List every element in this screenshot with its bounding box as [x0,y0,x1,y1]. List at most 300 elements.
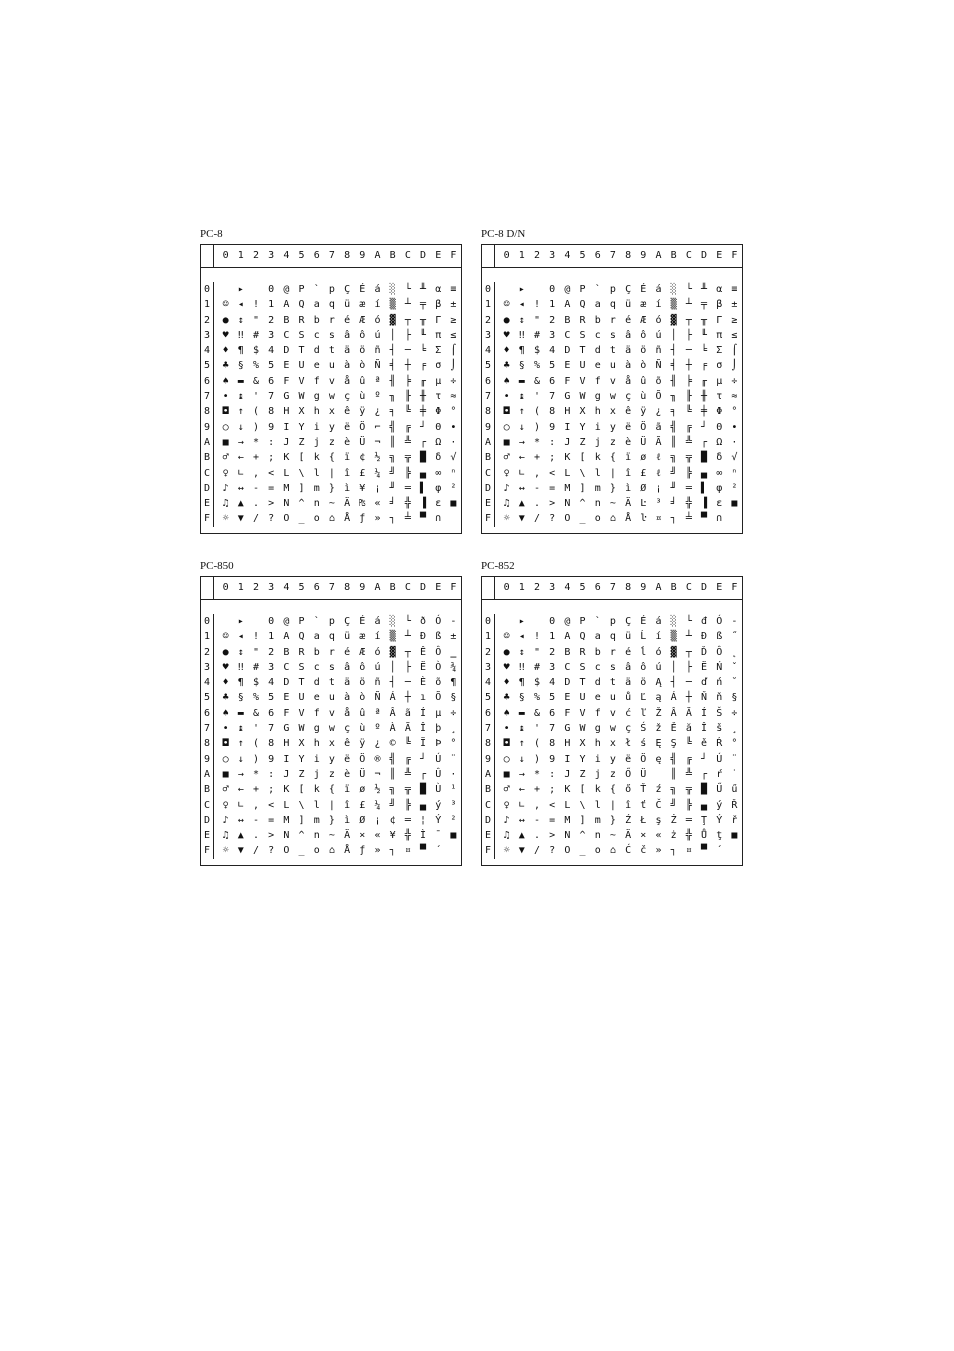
character-cell: Ň [701,692,708,704]
character-cell: Z [579,768,586,780]
character-cell: ♥ [222,329,229,341]
character-cell: ÷ [450,375,457,387]
character-cell: | [609,799,616,811]
row-label: C [203,799,211,811]
character-cell: Ő [625,768,632,780]
character-cell: Æ [359,314,366,326]
character-cell: f [313,375,320,387]
character-cell: A [564,299,571,311]
character-cell: S [298,329,305,341]
character-cell: ² [450,482,457,494]
column-header: 1 [518,250,525,261]
character-cell: Ú [435,753,442,765]
character-cell: Ľ [640,692,647,704]
character-cell: ╙ [701,329,708,341]
character-cell: 9 [268,753,275,765]
character-cell: ■ [731,830,738,842]
character-cell: Æ [359,646,366,658]
character-cell: B [283,646,290,658]
character-cell: Z [579,436,586,448]
character-cell: § [518,692,525,704]
character-cell: ▓ [389,314,396,326]
character-cell: ⌂ [609,513,616,525]
character-cell: ├ [685,661,692,673]
character-cell: î [344,467,351,479]
character-cell: k [313,784,320,796]
character-cell: ∞ [716,467,723,479]
character-cell: D [283,345,290,357]
character-cell: è [625,436,632,448]
character-cell: č [640,845,647,857]
character-cell [446,843,461,858]
character-cell: ö [359,345,366,357]
character-cell: ý [716,799,723,811]
character-cell: 6 [268,707,275,719]
character-cell: Ť [640,784,647,796]
table-row [499,420,742,435]
character-cell: c [313,661,320,673]
character-cell: ▄ [420,799,427,811]
character-cell: B [564,314,571,326]
character-cell: { [609,452,616,464]
character-cell: ▲ [237,830,244,842]
column-header: 3 [268,250,275,261]
character-cell: ª [374,375,381,387]
character-cell: ↔ [237,814,244,826]
row-label: 9 [484,421,492,433]
character-cell: n [313,498,320,510]
character-cell: ś [640,738,647,750]
table-row [499,496,742,511]
character-cell: & [252,707,259,719]
character-cell: I [283,421,290,433]
column-header: E [435,582,442,593]
character-cell: Ú [716,753,723,765]
table-row [218,389,461,404]
table-row [499,343,742,358]
table-row [218,358,461,373]
character-cell: ± [731,299,738,311]
character-cell: Ê [420,646,427,658]
character-cell: Q [579,631,586,643]
character-cell: Ñ [374,692,381,704]
character-cell: ♀ [503,799,510,811]
character-cell: q [328,299,335,311]
character-cell: ■ [222,768,229,780]
character-cell: M [283,482,290,494]
character-cell: 8 [268,406,275,418]
character-cell: ♫ [503,498,510,510]
table-row [218,374,461,389]
character-cell: ╟ [685,391,692,403]
character-cell: c [594,661,601,673]
character-cell: x [609,738,616,750]
character-cell: G [564,391,571,403]
charset-title: PC-8 [200,228,223,240]
character-cell: á [374,616,381,627]
character-cell: [ [298,784,305,796]
character-cell: | [328,799,335,811]
character-cell: Ë [701,661,708,673]
charset-title: PC-8 D/N [481,228,526,240]
character-cell: ¢ [359,452,366,464]
character-cell: ↑ [518,738,525,750]
character-cell: ¶ [237,345,244,357]
character-cell: { [328,452,335,464]
character-cell: Ç [344,284,351,295]
row-label: 1 [484,299,492,311]
character-cell: O [283,513,290,525]
character-cell: ě [701,738,708,750]
character-cell: ř [731,814,738,826]
column-header: D [701,582,708,593]
character-cell: < [549,799,556,811]
column-header: 7 [328,582,335,593]
row-label: 8 [484,738,492,750]
character-cell: p [328,616,335,627]
character-cell: ╜ [389,482,396,494]
character-cell: Ď [701,646,708,658]
row-label: 7 [484,391,492,403]
character-cell: ┌ [420,436,427,448]
character-cell: ▒ [670,631,677,643]
character-cell: Y [298,753,305,765]
character-cell: § [731,692,738,704]
character-cell: ░ [389,616,396,627]
column-header: E [716,582,723,593]
character-cell: s [609,661,616,673]
character-cell: ˛ [731,646,738,658]
character-cell: w [328,391,335,403]
character-cell: ♠ [222,375,229,387]
column-header: A [374,250,381,261]
character-cell: ↑ [518,406,525,418]
charset-pc8-dn [481,228,741,534]
character-cell: ▒ [670,299,677,311]
table-row [218,767,461,782]
character-cell: T [298,677,305,689]
character-cell: g [313,391,320,403]
character-cell: ▓ [389,646,396,658]
character-cell: ú [374,661,381,673]
character-cell: T [298,345,305,357]
character-cell: G [564,723,571,735]
character-cell: § [450,692,457,704]
charset-pc852 [481,560,741,866]
character-cell: í [374,299,381,311]
character-cell: ┘ [701,421,708,433]
character-cell: ♥ [503,329,510,341]
character-cell: ▀ [420,845,427,857]
character-cell: Ö [640,753,647,765]
character-cell: , [252,799,259,811]
character-cell: Õ [655,391,662,403]
character-cell: o [313,513,320,525]
character-cell: ♫ [222,830,229,842]
column-header: 4 [564,250,571,261]
column-header: 5 [298,582,305,593]
character-cell: ˇ [731,661,738,673]
character-cell: ○ [222,753,229,765]
character-cell: ≡ [731,284,738,295]
row-label: 4 [484,345,492,357]
character-cell: ╩ [404,436,411,448]
character-cell: ▬ [518,375,525,387]
character-cell: é [344,314,351,326]
character-cell: h [313,738,320,750]
character-cell: 9 [549,421,556,433]
character-cell: + [252,452,259,464]
character-cell: @ [564,284,571,295]
character-cell: Ź [625,814,632,826]
character-cell: ╤ [701,299,708,311]
character-cell: ´ [435,845,442,857]
row-label: 2 [484,646,492,658]
character-cell: ş [655,814,662,826]
character-cell: ¤ [685,845,692,857]
table-body [482,268,742,533]
character-cell: Θ [435,421,442,433]
character-cell: o [594,513,601,525]
character-cell: ÷ [450,707,457,719]
character-cell: ◘ [222,738,229,750]
row-label: D [484,482,492,494]
character-cell: { [328,784,335,796]
character-cell [651,767,666,782]
character-cell: ♫ [222,498,229,510]
character-cell: ↔ [518,814,525,826]
table-row [218,481,461,496]
character-cell: ö [640,345,647,357]
character-cell: ¼ [374,467,381,479]
character-cell: ˝ [731,631,738,643]
character-cell: ┐ [670,513,677,525]
character-cell: 1 [549,299,556,311]
character-cell: Ç [344,616,351,627]
character-cell: π [435,329,442,341]
character-cell: ↨ [518,391,525,403]
character-cell: Q [298,631,305,643]
character-cell: _ [298,513,305,525]
character-cell: ² [450,814,457,826]
character-cell: s [609,329,616,341]
character-cell: à [625,360,632,372]
character-cell: à [344,692,351,704]
character-cell: ♀ [222,467,229,479]
character-cell: a [313,299,320,311]
column-header: 0 [222,582,229,593]
character-cell: í [655,631,662,643]
character-cell: ‼ [518,329,525,341]
character-cell: H [564,406,571,418]
character-cell: C [283,329,290,341]
character-cell: ° [731,738,738,750]
table-row [218,660,461,675]
character-cell: ↨ [237,391,244,403]
character-cell: & [533,707,540,719]
row-label: 0 [203,284,211,295]
column-header: C [404,582,411,593]
character-cell: ╠ [404,467,411,479]
character-cell: } [609,482,616,494]
character-cell: n [313,830,320,842]
character-cell: = [549,814,556,826]
character-cell: · [731,436,738,448]
column-header-row [482,577,742,600]
character-cell: ⁿ [450,467,457,479]
character-cell: r [609,314,616,326]
character-cell: ╪ [701,406,708,418]
character-cell: ║ [389,768,396,780]
character-cell: ▼ [518,513,525,525]
character-cell: ┐ [389,845,396,857]
character-cell: f [313,707,320,719]
character-cell: ┤ [670,677,677,689]
character-cell: U [298,692,305,704]
table-row [499,511,742,526]
character-cell: ó [655,646,662,658]
row-label: 7 [203,391,211,403]
table-row [218,614,461,629]
character-cell: Æ [640,314,647,326]
character-cell: ∙ [450,421,457,433]
character-cell: æ [359,631,366,643]
character-cell: É [359,284,366,295]
character-cell: l [313,467,320,479]
character-cell: H [283,406,290,418]
character-cell: ♂ [503,452,510,464]
character-cell: ╝ [389,799,396,811]
character-cell: É [359,616,366,627]
character-cell: Ö [640,421,647,433]
character-cell: 4 [268,677,275,689]
character-cell: ć [625,707,632,719]
character-cell: π [716,329,723,341]
table-row [218,782,461,797]
column-header: 7 [609,582,616,593]
character-cell: ¡ [374,482,381,494]
character-cell: ÿ [640,406,647,418]
character-cell: ¶ [237,677,244,689]
table-row [499,358,742,373]
character-cell: ┤ [389,677,396,689]
column-header: F [731,582,738,593]
character-cell: > [268,830,275,842]
character-cell: å [625,375,632,387]
character-cell: \ [298,799,305,811]
character-cell: ľ [640,707,647,719]
row-label: 3 [203,329,211,341]
character-cell: ← [237,784,244,796]
column-header: 6 [313,582,320,593]
character-cell: Č [655,799,662,811]
character-cell: a [313,631,320,643]
character-cell: ╠ [685,799,692,811]
character-cell: ▲ [237,498,244,510]
table-row [499,782,742,797]
character-cell: ë [625,421,632,433]
column-header: D [420,250,427,261]
column-header: B [670,250,677,261]
character-cell: ╠ [404,799,411,811]
character-cell: Ł [640,814,647,826]
character-cell: ¶ [518,345,525,357]
character-cell: t [328,345,335,357]
character-cell: ê [625,406,632,418]
character-cell: ë [625,753,632,765]
character-cell: ♥ [503,661,510,673]
character-cell: Ø [640,482,647,494]
character-cell: ┴ [404,299,411,311]
character-cell: ↕ [237,646,244,658]
character-cell: ♣ [503,360,510,372]
character-cell: ^ [579,498,586,510]
character-cell: ╜ [670,482,677,494]
character-cell: R [579,646,586,658]
character-cell: Ż [670,814,677,826]
character-cell: I [283,753,290,765]
character-cell: S [579,329,586,341]
character-cell [248,614,263,629]
character-cell: ☺ [222,299,229,311]
charset-table [481,576,743,866]
character-cell: ╚ [404,738,411,750]
character-cell: ú [655,661,662,673]
character-cell: ♦ [503,677,510,689]
character-cell: 3 [549,661,556,673]
character-cell: Ü [640,436,647,448]
character-cell: ' [533,723,540,735]
character-cell: W [579,391,586,403]
character-cell: Ŕ [716,738,723,750]
character-cell: î [344,799,351,811]
character-cell: ♠ [503,375,510,387]
character-cell: « [655,830,662,842]
character-cell: Ô [435,646,442,658]
character-cell: ü [625,299,632,311]
column-header: D [701,250,708,261]
row-label: A [484,768,492,780]
character-cell: " [252,646,259,658]
character-cell: ◂ [518,631,525,643]
character-cell: * [533,436,540,448]
character-cell: ♂ [222,784,229,796]
character-cell: ⌠ [731,345,738,357]
row-label: 6 [203,375,211,387]
table-row [499,614,742,629]
character-cell: ž [655,723,662,735]
character-cell: $ [252,345,259,357]
character-cell: U [298,360,305,372]
character-cell: ■ [503,768,510,780]
character-cell: Ţ [701,814,708,826]
character-cell: ¦ [420,814,427,826]
character-cell: Ã [655,436,662,448]
character-cell: x [609,406,616,418]
row-label: 6 [203,707,211,719]
character-cell: 2 [268,646,275,658]
character-cell: Ó [716,616,723,627]
column-header: 5 [579,582,586,593]
character-cell: 2 [549,646,556,658]
character-cell: Â [670,707,677,719]
character-cell: ▬ [518,707,525,719]
character-cell: ╣ [670,421,677,433]
character-cell: j [594,436,601,448]
table-row [499,843,742,858]
character-cell: @ [283,284,290,295]
column-header: E [435,250,442,261]
